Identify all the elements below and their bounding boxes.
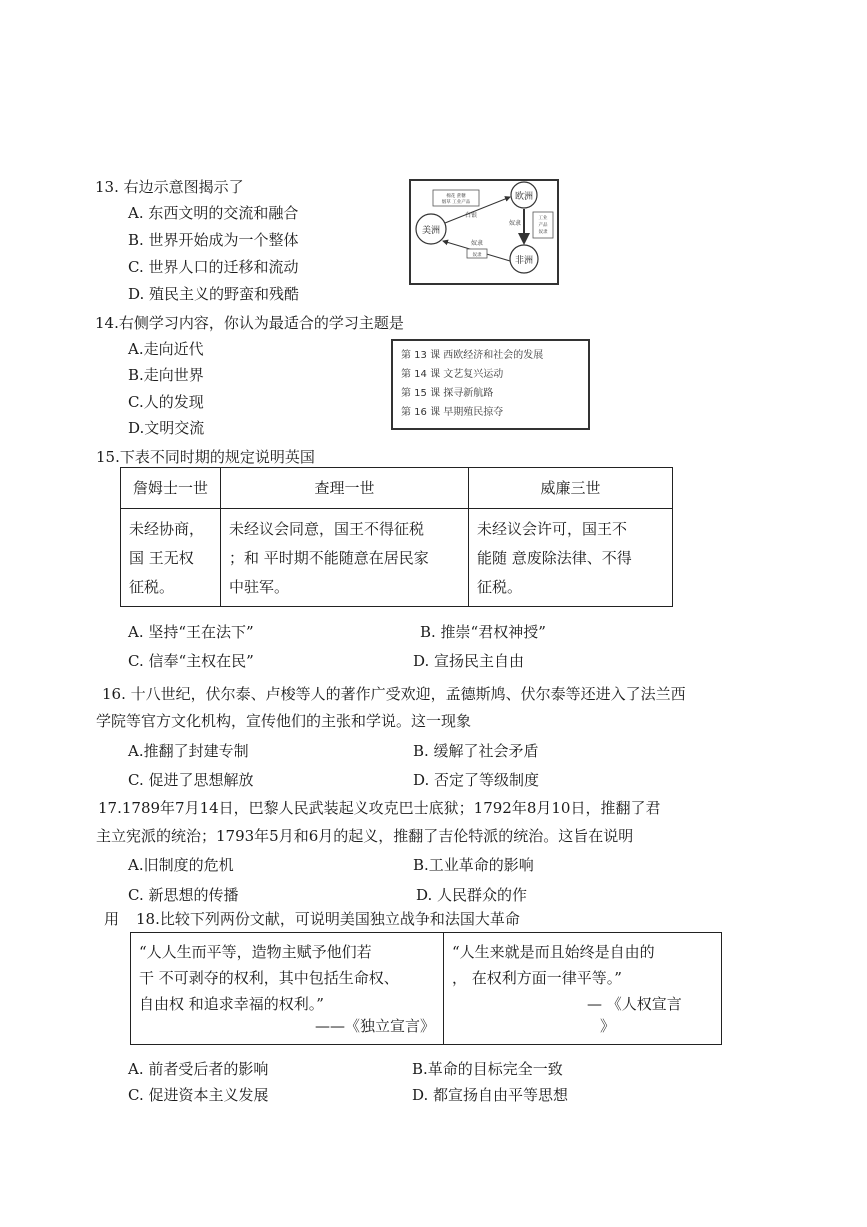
q18-option-d: D. 都宣扬自由平等思想 — [412, 1086, 569, 1104]
q13-option-c: C. 世界人口的迁移和流动 — [128, 258, 299, 276]
cell-william-line3: 征税。 — [477, 578, 523, 596]
q15-option-d: D. 宣扬民主自由 — [413, 652, 525, 670]
left-source: ——《独立宣言》 — [314, 1017, 435, 1035]
cell-james-line2: 国 王无权 — [129, 549, 194, 567]
declaration-independence — [131, 933, 444, 1045]
cell-william-line2: 能随 意废除法律、不得 — [477, 549, 632, 567]
q15-option-a: A. 坚持“王在法下” — [128, 623, 254, 641]
q18-table — [130, 932, 722, 1045]
africa-label: 非洲 — [514, 256, 534, 266]
declaration-rights-of-man — [444, 933, 722, 1045]
q17-stem-line2: 主立宪派的统治；1793年5月和6月的起义，推翻了吉伦特派的统治。这旨在说明 — [96, 827, 634, 845]
q17-stem-line1: 17.1789年7月14日，巴黎人民武装起义攻克巴士底狱；1792年8月10日，推翻了君 — [98, 799, 661, 817]
q16-stem-line2: 学院等官方文化机构，宣传他们的主张和学说。这一现象 — [96, 712, 472, 730]
lesson-16: 第 16 课 早期殖民掠夺 — [401, 407, 504, 418]
q17-option-d: D. 人民群众的作 — [416, 886, 528, 904]
cell-james-line1: 未经协商， — [129, 520, 205, 538]
left-line1: “人人生而平等，造物主赋予他们若 — [139, 943, 372, 961]
q16-option-c: C. 促进了思想解放 — [128, 771, 254, 789]
header-james: 詹姆士一世 — [121, 468, 221, 509]
q14-option-a: A.走向近代 — [128, 340, 204, 358]
q14-stem: 14.右侧学习内容，你认为最适合的学习主题是 — [95, 314, 404, 332]
q16-stem-line1: 16. 十八世纪，伏尔泰、卢梭等人的著作广受欢迎，孟德斯鸠、伏尔泰等还进入了法兰西 — [102, 685, 686, 703]
q13-option-b: B. 世界开始成为一个整体 — [128, 231, 299, 249]
right-source-2: 》 — [600, 1017, 616, 1035]
header-william: 威廉三世 — [469, 468, 673, 509]
q15-option-c: C. 信奉“主权在民” — [128, 652, 254, 670]
cell-william — [469, 509, 673, 607]
right-line2: ， 在权利方面一律平等。” — [452, 969, 622, 987]
label-eu-af: 奴隶 — [508, 220, 522, 227]
cell-charles — [221, 509, 469, 607]
q15-table — [120, 467, 673, 607]
box-af-am: 奴隶 — [472, 253, 482, 258]
q14-option-c: C.人的发现 — [128, 393, 204, 411]
q13-trade-diagram — [409, 179, 559, 285]
cell-charles-line1: 未经议会同意，国王不得征税 — [229, 520, 425, 538]
q15-stem: 15.下表不同时期的规定说明英国 — [96, 448, 315, 466]
box-eu-af-line2: 产品 — [538, 223, 548, 228]
q16-option-d: D. 否定了等级制度 — [413, 771, 540, 789]
q15-option-b: B. 推崇“君权神授” — [420, 623, 546, 641]
cell-william-line1: 未经议会许可，国王不 — [477, 520, 628, 538]
left-line2: 干 不可剥夺的权利，其中包括生命权、 — [139, 969, 399, 987]
cell-james — [121, 509, 221, 607]
q18-stem: 18.比较下列两份文献，可说明美国独立战争和法国大革命 — [136, 910, 520, 928]
box-eu-am-line2: 烟草 工业产品 — [441, 200, 471, 205]
label-af-am: 奴隶 — [470, 240, 484, 247]
header-charles: 查理一世 — [221, 468, 469, 509]
america-label: 美洲 — [421, 226, 441, 236]
q17-option-c: C. 新思想的传播 — [128, 886, 239, 904]
box-eu-af-line3: 奴隶 — [538, 230, 548, 235]
cell-james-line3: 征税。 — [129, 578, 175, 596]
cell-charles-line3: 中驻军。 — [229, 578, 290, 596]
q13-option-a: A. 东西文明的交流和融合 — [128, 204, 299, 222]
label-eu-am: 白银 — [464, 212, 478, 219]
lesson-15: 第 15 课 探寻新航路 — [401, 388, 494, 399]
q13-stem: 13. 右边示意图揭示了 — [95, 178, 244, 196]
box-eu-af-line1: 工业 — [538, 216, 548, 221]
q18-option-a: A. 前者受后者的影响 — [128, 1060, 269, 1078]
q17-option-a: A.旧制度的危机 — [128, 856, 234, 874]
cell-charles-line2: ；和 平时期不能随意在居民家 — [229, 549, 429, 567]
left-line3: 自由权 和追求幸福的权利。” — [139, 995, 324, 1013]
europe-label: 欧洲 — [514, 192, 534, 202]
q18-option-b: B.革命的目标完全一致 — [412, 1060, 563, 1078]
box-eu-am-line1: 棉花 蔗糖 — [446, 194, 466, 199]
q17-option-b: B.工业革命的影响 — [413, 856, 534, 874]
right-source-1: — 《人权宣言 — [587, 995, 682, 1013]
q13-option-d: D. 殖民主义的野蛮和残酷 — [128, 285, 300, 303]
right-line1: “人生来就是而且始终是自由的 — [452, 943, 655, 961]
q18-option-c: C. 促进资本主义发展 — [128, 1086, 269, 1104]
q14-option-d: D.文明交流 — [128, 419, 205, 437]
lesson-14: 第 14 课 文艺复兴运动 — [401, 369, 504, 380]
q14-option-b: B.走向世界 — [128, 366, 204, 384]
q14-lesson-list — [391, 339, 590, 430]
q16-option-a: A.推翻了封建专制 — [128, 742, 249, 760]
q16-option-b: B. 缓解了社会矛盾 — [413, 742, 539, 760]
q18-prefix: 用 — [104, 910, 120, 928]
lesson-13: 第 13 课 西欧经济和社会的发展 — [401, 350, 544, 361]
